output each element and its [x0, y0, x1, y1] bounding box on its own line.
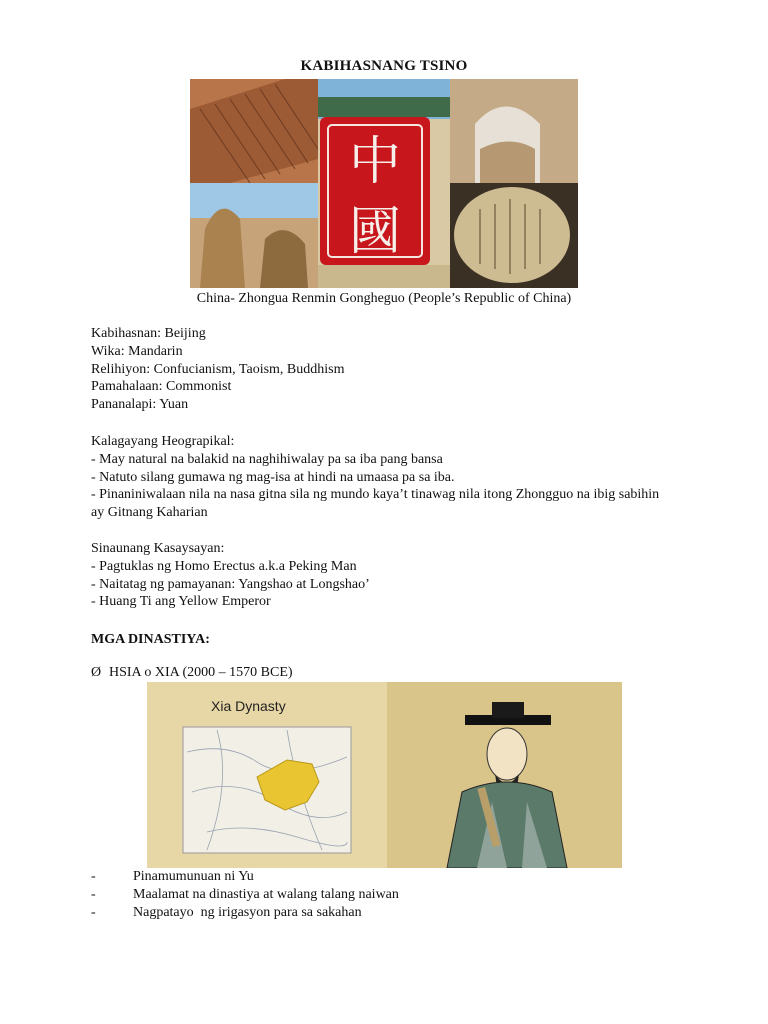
- history-item: - Huang Ti ang Yellow Emperor: [91, 594, 271, 610]
- list-item-text: Maalamat na dinastiya at walang talang naiwan: [133, 887, 399, 902]
- fact-language: Wika: Mandarin: [91, 343, 183, 359]
- list-item-text: Nagpatayo ng irigasyon para sa sakahan: [133, 905, 362, 920]
- fact-religion: Relihiyon: Confucianism, Taoism, Buddhism: [91, 361, 345, 377]
- xia-graphic: [147, 682, 622, 868]
- dynasties-heading: MGA DINASTIYA:: [91, 632, 210, 647]
- history-section: [91, 540, 691, 611]
- map-title: Xia Dynasty: [211, 698, 286, 714]
- geography-item: - Natuto silang gumawa ng mag-isa at hindi na umaasa pa sa iba.: [91, 469, 455, 485]
- geography-item: - Pinaniniwalaan nila na nasa gitna sila ng mundo kaya’t tinawag nila itong Zhongguo na ibig sabihin ay Gitnang Kaharian: [91, 487, 660, 521]
- geography-section: [91, 433, 671, 522]
- list-dash: -: [91, 869, 96, 884]
- list-item: [91, 868, 399, 886]
- facts-list: [91, 325, 691, 414]
- xia-dynasty-label: [91, 665, 293, 681]
- geography-heading: Kalagayang Heograpikal:: [91, 434, 235, 449]
- fact-government: Pamahalaan: Commonist: [91, 379, 232, 395]
- bullet-symbol: Ø: [91, 665, 102, 680]
- history-item: - Pagtuklas ng Homo Erectus a.k.a Peking Man: [91, 558, 357, 574]
- document-title: KABIHASNANG TSINO: [300, 58, 468, 74]
- list-item: [91, 904, 399, 922]
- fact-currency: Pananalapi: Yuan: [91, 397, 189, 413]
- collage-caption: China- Zhongua Renmin Gongheguo (People’s Republic of China): [196, 291, 572, 306]
- list-dash: -: [91, 887, 96, 902]
- fact-capital: Kabihasnan: Beijing: [91, 326, 206, 341]
- china-collage-image: [190, 79, 578, 288]
- seal-char-2: 國: [348, 202, 402, 262]
- seal-char-1: 中: [348, 132, 402, 192]
- history-heading: Sinaunang Kasaysayan:: [91, 541, 225, 556]
- list-item-text: Pinamumunuan ni Yu: [133, 869, 254, 884]
- collage-graphic: [190, 79, 578, 288]
- history-item: - Naitatag ng pamayanan: Yangshao at Longshao’: [91, 576, 370, 592]
- xia-facts-list: [91, 868, 399, 922]
- list-item: [91, 886, 399, 904]
- xia-dynasty-text: HSIA o XIA (2000 – 1570 BCE): [109, 665, 293, 680]
- list-dash: -: [91, 905, 96, 920]
- xia-dynasty-image: [147, 682, 622, 868]
- geography-item: - May natural na balakid na naghihiwalay pa sa iba pang bansa: [91, 451, 443, 467]
